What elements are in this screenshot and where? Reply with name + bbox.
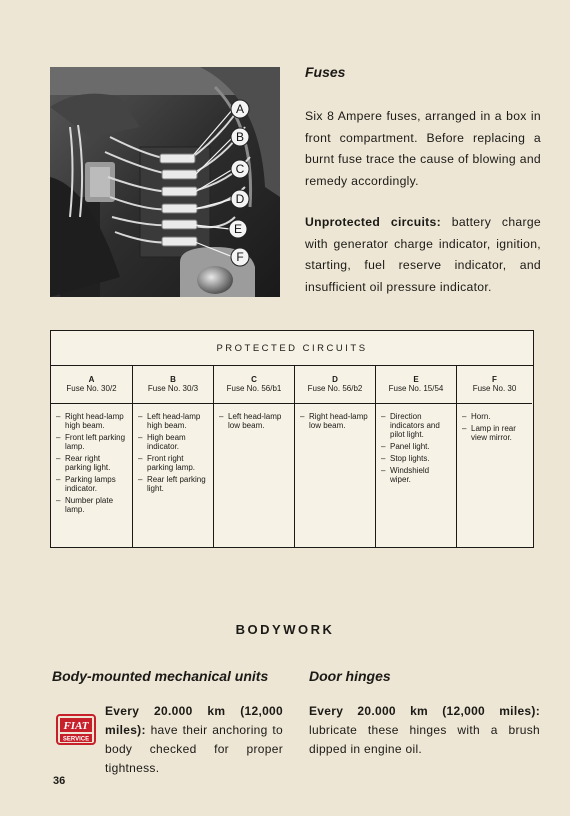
list-item: – Rear right parking light. — [65, 454, 128, 472]
column-letter: A — [88, 375, 95, 384]
list-item: – Rear left parking light. — [147, 475, 209, 493]
column-header — [214, 375, 294, 404]
circuit-list — [376, 404, 456, 484]
circuit-list — [457, 404, 532, 442]
list-item: – Stop lights. — [390, 454, 452, 463]
door-hinges-heading: Door hinges — [309, 668, 391, 684]
column-header — [457, 375, 532, 404]
interval-label: Every 20.000 km (12,000 miles): — [105, 704, 283, 737]
bodywork-heading: BODYWORK — [235, 622, 335, 637]
column-c — [214, 366, 295, 547]
logo-fiat-text: FIAT — [63, 720, 89, 732]
column-letter: B — [170, 375, 176, 384]
callout-f-label: F — [236, 250, 244, 264]
list-item: – Direction indicators and pilot light. — [390, 412, 452, 439]
table-title: PROTECTED CIRCUITS — [216, 343, 368, 354]
list-item: – Lamp in rear view mirror. — [471, 424, 528, 442]
callout-c-label: C — [235, 162, 245, 176]
list-item: – Panel light. — [390, 442, 452, 451]
column-letter: F — [492, 375, 497, 384]
door-hinges-text — [309, 702, 540, 759]
column-header — [133, 375, 213, 404]
column-letter: E — [413, 375, 419, 384]
list-item: – Front left parking lamp. — [65, 433, 128, 451]
instruction-text: lubricate these hinges with a brush dipped in engine oil. — [309, 723, 540, 756]
callout-a-label: A — [235, 102, 245, 116]
column-e — [376, 366, 457, 547]
interval-label: Every 20.000 km (12,000 miles): — [309, 704, 540, 718]
unprotected-circuits — [305, 212, 541, 298]
page-number: 36 — [53, 775, 66, 787]
column-header — [295, 375, 375, 404]
column-a — [51, 366, 133, 547]
list-item: – High beam indicator. — [147, 433, 209, 451]
column-header — [376, 375, 456, 404]
list-item: – Front right parking lamp. — [147, 454, 209, 472]
list-item: – Horn. — [471, 412, 528, 421]
fuses-description: Six 8 Ampere fuses, arranged in a box in front compartment. Before replacing a burnt fuse trace the cause of blowing and remedy accordingly. — [305, 109, 541, 188]
list-item: – Number plate lamp. — [65, 496, 128, 514]
circuit-list — [51, 404, 132, 514]
circuit-list — [295, 404, 375, 430]
list-item: – Right head-lamp low beam. — [309, 412, 371, 430]
circuit-list — [133, 404, 213, 493]
fuses-heading: Fuses — [305, 64, 346, 80]
body-mounted-units-heading: Body-mounted mechanical units — [52, 668, 269, 684]
fuse-number: Fuse No. 56/b1 — [226, 384, 282, 393]
fuse-number: Fuse No. 30 — [472, 384, 517, 393]
column-header — [51, 375, 132, 404]
callout-b-label: B — [235, 130, 245, 144]
callout-d-label: D — [235, 192, 245, 206]
fuse-number: Fuse No. 30/2 — [66, 384, 117, 393]
circuit-list — [214, 404, 294, 430]
list-item: – Right head-lamp high beam. — [65, 412, 128, 430]
body-mounted-units-text — [105, 702, 283, 778]
fuse-number: Fuse No. 15/54 — [388, 384, 444, 393]
column-b — [133, 366, 214, 547]
list-item: – Left head-lamp low beam. — [228, 412, 290, 430]
fuse-box-illustration — [50, 67, 280, 297]
fuse-box-photo — [50, 67, 280, 297]
list-item: – Parking lamps indicator. — [65, 475, 128, 493]
unprotected-text: battery charge with generator charge indicator, ignition, starting, fuel reserve indicator, and insufficient oil pressure indicator. — [305, 215, 541, 294]
logo-service-text: SERVICE — [62, 736, 90, 743]
column-f — [457, 366, 532, 547]
fuse-number: Fuse No. 56/b2 — [307, 384, 363, 393]
column-letter: C — [251, 375, 257, 384]
unprotected-label: Unprotected circuits: — [305, 215, 441, 229]
protected-circuits-table — [50, 330, 534, 548]
list-item: – Windshield wiper. — [390, 466, 452, 484]
column-letter: D — [332, 375, 338, 384]
fiat-service-logo — [56, 714, 96, 745]
instruction-text: have their anchoring to body checked for proper tightness. — [105, 723, 284, 775]
column-d — [295, 366, 376, 547]
callout-e-label: E — [233, 222, 243, 236]
list-item: – Left head-lamp high beam. — [147, 412, 209, 430]
fuse-number: Fuse No. 30/3 — [147, 384, 199, 393]
